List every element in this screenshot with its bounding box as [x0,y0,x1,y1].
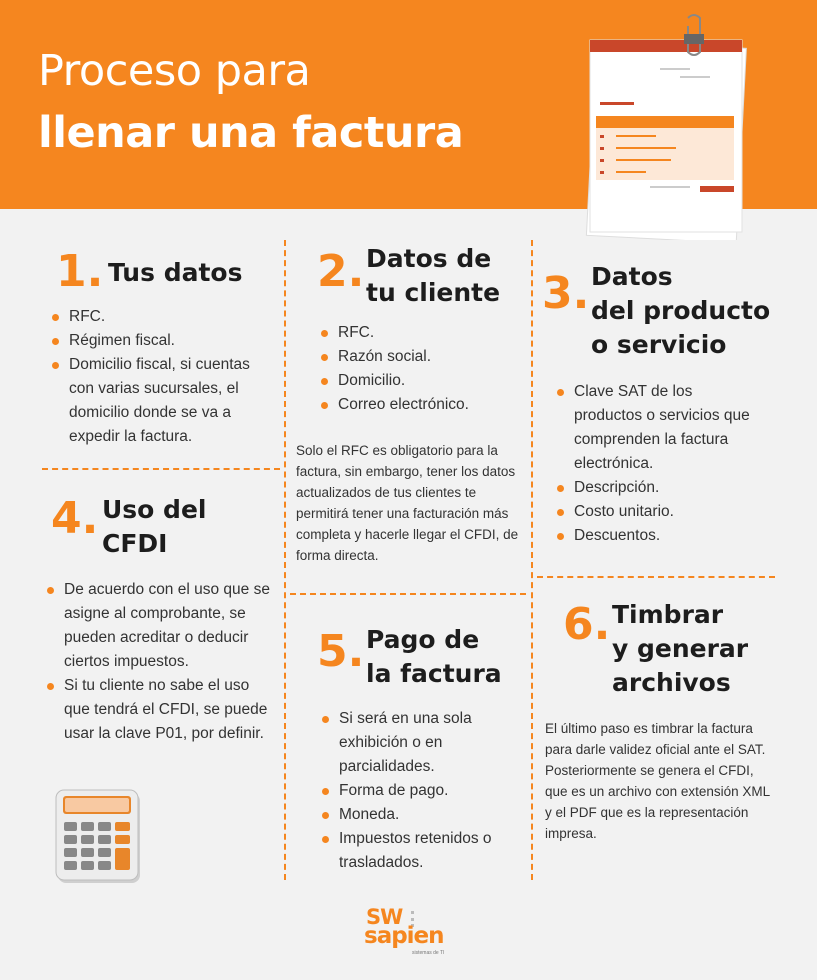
list-item: Costo unitario. [557,500,757,524]
section-1-number: 1. [56,246,104,297]
section-2-note: Solo el RFC es obligatorio para la factura, sin embargo, tener los datos actualizados de tus clientes te permitirá tener una facturación más completa y hacerle llegar el CFDI, de forma directa. [296,443,519,563]
logo-tagline: sistemas de TI [412,950,445,956]
section-2-heading: Datos de tu cliente [366,244,501,307]
list-item: Si tu cliente no sabe el uso que tendrá el CFDI, se puede usar la clave P01, por definir. [47,674,277,746]
list-item: Impuestos retenidos o trasladados. [322,827,522,875]
page-title-line-2: llenar una factura [38,108,464,158]
page-title-line-1: Proceso para [38,46,311,96]
section-5-heading: Pago de la factura [366,625,502,688]
section-6-heading: Timbrar y generar archivos [612,600,749,697]
section-1-list [52,305,277,449]
list-item: Si será en una sola exhibición o en parcialidades. [322,707,522,779]
list-item: Régimen fiscal. [52,329,277,353]
section-4-heading: Uso del CFDI [102,495,207,558]
section-5-number: 5. [317,626,365,677]
divider-horizontal-left [42,468,280,470]
list-item: Correo electrónico. [321,393,521,417]
list-item: RFC. [52,305,277,329]
section-4-number: 4. [51,493,99,544]
list-item: Forma de pago. [322,779,522,803]
section-3-number: 3. [542,268,590,319]
header-banner [0,0,817,209]
list-item: Descripción. [557,476,757,500]
list-item: RFC. [321,321,521,345]
divider-vertical-1 [284,240,286,880]
calculator-icon [55,788,143,886]
logo-sapien-text: sapien [364,923,444,949]
invoice-document-icon [560,10,760,240]
sw-sapien-logo [362,905,462,965]
list-item: Domicilio. [321,369,521,393]
section-4-list [47,578,277,746]
section-2-list [321,321,521,417]
list-item: Moneda. [322,803,522,827]
divider-horizontal-right [537,576,775,578]
list-item: De acuerdo con el uso que se asigne al comprobante, se pueden acreditar o deducir ciertos impuestos. [47,578,277,674]
list-item: Razón social. [321,345,521,369]
list-item: Descuentos. [557,524,757,548]
list-item: Clave SAT de los productos o servicios que comprenden la factura electrónica. [557,380,757,476]
logo-sw-text: SW [366,905,403,929]
section-3-list [557,380,757,548]
divider-horizontal-middle [290,593,526,595]
divider-vertical-2 [531,240,533,880]
section-1-heading: Tus datos [108,258,243,287]
section-6-number: 6. [563,599,611,650]
section-2-number: 2. [317,246,365,297]
section-6-paragraph: El último paso es timbrar la factura para darle validez oficial ante el SAT. Posteriormente se genera el CFDI, que es un archivo con extensión XML y el PDF que es la representación impresa. [545,721,770,841]
list-item: Domicilio fiscal, si cuentas con varias sucursales, el domicilio donde se va a expedir la factura. [52,353,277,449]
section-3-heading: Datos del producto o servicio [591,262,771,359]
section-5-list [322,707,522,875]
